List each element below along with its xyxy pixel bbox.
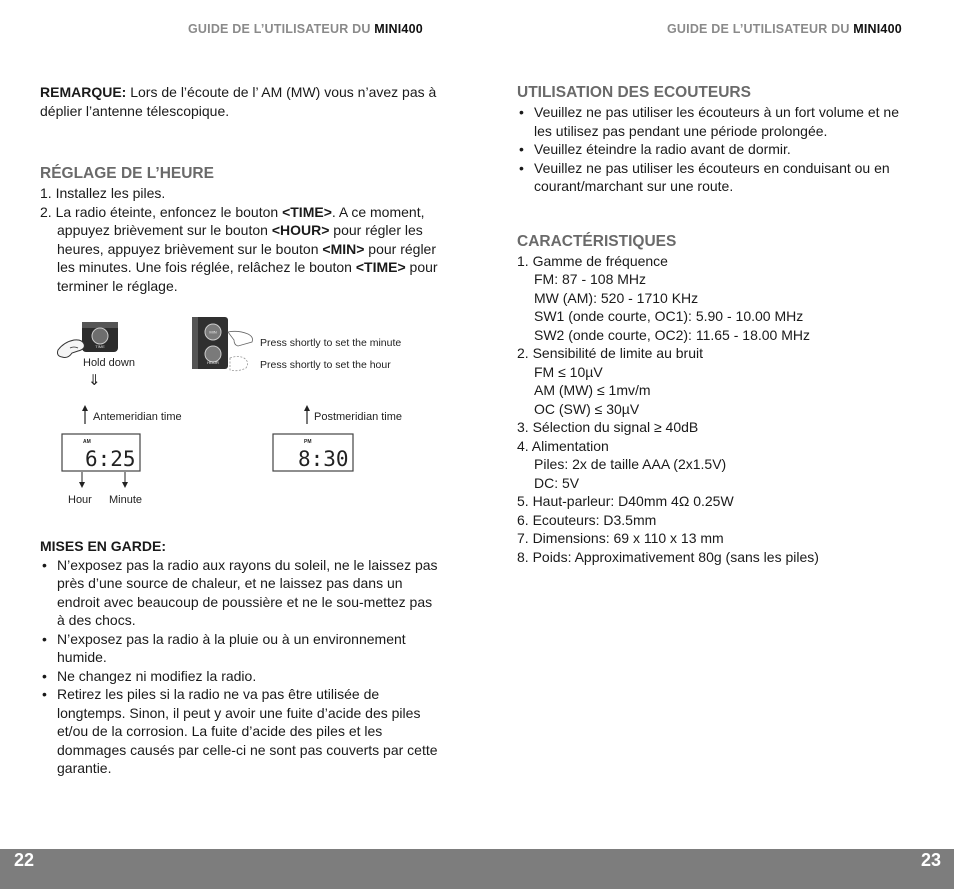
spec-item: 1. Gamme de fréquence: [517, 252, 668, 269]
specs-title: CARACTÉRISTIQUES: [517, 232, 677, 250]
minute-label: Minute: [109, 494, 143, 506]
page-number-left: 22: [14, 850, 35, 870]
spec-subitem: OC (SW) ≤ 30µV: [534, 400, 640, 417]
time-step-2: 2. La radio éteinte, enfoncez le bouton <TIME>. A ce moment, appuyez brièvement sur le bouton <HOUR> pour régler les heures, appuyez brièvement sur le bouton <MIN> pour régler les minutes. Une fois réglée, relâchez le bouton <TIME> pour terminer le réglage.: [40, 203, 438, 294]
spec-item: 3. Sélection du signal ≥ 40dB: [517, 419, 699, 435]
page-number-right: 23: [920, 850, 941, 870]
remark: REMARQUE: Lors de l’écoute de l’ AM (MW) vous n’avez pas à déplier l’antenne télescopique.: [40, 84, 437, 119]
am-display-group: [62, 405, 182, 506]
spec-item: 4. Alimentation: [517, 437, 609, 454]
am-flag: AM: [83, 439, 91, 445]
spec-subitem: FM ≤ 10µV: [534, 363, 603, 380]
spec-subitem: Piles: 2x de taille AAA (2x1.5V): [534, 456, 727, 472]
press-minute-label: Press shortly to set the minute: [260, 337, 402, 349]
spec-item: 2. Sensibilité de limite au bruit: [517, 345, 703, 361]
earphone-item: • Veuillez ne pas utiliser les écouteurs en conduisant ou en courant/marchant sur une route.: [517, 159, 917, 196]
pm-display-group: [273, 405, 402, 471]
spec-subitem: SW1 (onde courte, OC1): 5.90 - 10.00 MHz: [534, 308, 804, 324]
min-hour-button-device: [192, 317, 228, 369]
pm-caption: Postmeridian time: [314, 411, 403, 423]
earphone-item: • Veuillez ne pas utiliser les écouteurs à un fort volume et ne les utilisez pas pendant une période prolongée.: [517, 103, 917, 140]
hour-label: Hour: [68, 494, 92, 506]
hand-icon: [58, 340, 85, 358]
spec-subitem: SW2 (onde courte, OC2): 11.65 - 18.00 MHz: [534, 326, 810, 343]
spec-subitem: AM (MW) ≤ 1mv/m: [534, 382, 651, 398]
press-hour-label: Press shortly to set the hour: [260, 359, 391, 371]
pointing-hand-icon: [228, 331, 253, 370]
warnings-title: MISES EN GARDE:: [40, 538, 167, 554]
time-setting-diagram: [40, 312, 440, 512]
warning-item: • Retirez les piles si la radio ne va pas être utilisée de longtemps. Sinon, il peut y avoir une fuite d’acide des piles et/ou de la corrosion. La fuite d’acide des piles et les dommages causés par celle-ci ne sont pas couverts par cette garantie.: [40, 685, 440, 778]
am-time: 6:25: [85, 447, 136, 471]
time-setting-title: RÉGLAGE DE L’HEURE: [40, 165, 214, 182]
spec-item: 5. Haut-parleur: D40mm 4Ω 0.25W: [517, 493, 734, 509]
earphones-title: UTILISATION DES ECOUTEURS: [517, 84, 751, 101]
spec-subitem: FM: 87 - 108 MHz: [534, 271, 647, 287]
footer-bar: [0, 849, 954, 889]
warning-item: • N’exposez pas la radio aux rayons du soleil, ne le laissez pas près d’une source de chaleur, et ne laissez pas dans un endroit avec beaucoup de poussière et ne le sou-mettez pas à des chocs.: [40, 556, 440, 630]
spec-subitem: DC: 5V: [534, 474, 580, 491]
warning-item: • N’exposez pas la radio à la pluie ou à un environnement humide.: [40, 630, 440, 667]
pm-flag: PM: [304, 439, 312, 445]
time-step-1: 1. Installez les piles.: [40, 185, 166, 201]
am-caption: Antemeridian time: [93, 411, 182, 423]
time-button-label: TIME: [95, 344, 105, 349]
spec-item: 6. Ecouteurs: D3.5mm: [517, 511, 657, 528]
running-header-left: GUIDE DE L’UTILISATEUR DU MINI400: [188, 22, 423, 36]
down-arrow-icon: ⇓: [88, 372, 101, 389]
warning-item: • Ne changez ni modifiez la radio.: [40, 667, 440, 686]
spec-item: 8. Poids: Approximativement 80g (sans les piles): [517, 548, 819, 565]
running-header-right: GUIDE DE L’UTILISATEUR DU MINI400: [667, 22, 902, 36]
hour-button-label: HOUR: [207, 360, 219, 365]
time-button-device: [82, 322, 118, 352]
hold-down-label: Hold down: [83, 357, 135, 369]
earphone-item: • Veuillez éteindre la radio avant de dormir.: [517, 140, 917, 159]
pm-time: 8:30: [298, 447, 349, 471]
spec-item: 7. Dimensions: 69 x 110 x 13 mm: [517, 530, 724, 546]
min-button-label: MIN: [209, 329, 217, 335]
right-column: [517, 83, 917, 566]
spec-subitem: MW (AM): 520 - 1710 KHz: [534, 289, 699, 306]
